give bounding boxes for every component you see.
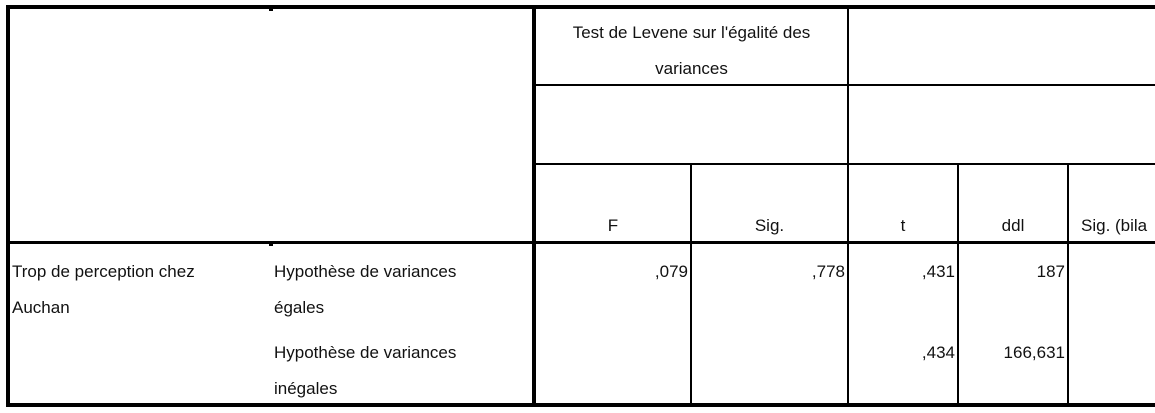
table-top-border <box>6 5 1155 9</box>
row-equal-label-line1: Hypothèse de variances <box>274 262 457 281</box>
row-unequal-t: ,434 <box>921 343 955 362</box>
levene-header-line2: variances <box>655 59 728 78</box>
row-unequal-label-line1: Hypothèse de variances <box>274 343 457 362</box>
column-header-t: t <box>900 216 906 235</box>
column-header-sig-bilat: Sig. (bila <box>1081 216 1148 235</box>
column-header-ddl: ddl <box>1001 216 1025 235</box>
row-equal-ddl: 187 <box>1036 262 1065 281</box>
table-bottom-border <box>6 403 1155 407</box>
row-equal-t: ,431 <box>921 262 955 281</box>
row-unequal-label-line2: inégales <box>274 379 338 398</box>
stub-tick-top <box>269 9 273 11</box>
row-unequal-ddl: 166,631 <box>1003 343 1065 362</box>
levene-header-line1: Test de Levene sur l'égalité des <box>572 23 811 42</box>
row-equal-label-line2: égales <box>274 298 325 317</box>
table-left-border <box>6 5 10 407</box>
row-equal-f: ,079 <box>654 262 688 281</box>
variable-label-line2: Auchan <box>12 298 70 317</box>
row-equal-sig: ,778 <box>811 262 845 281</box>
variable-label-line1: Trop de perception chez <box>12 262 195 281</box>
ddl-sig-divider <box>1067 163 1069 407</box>
subheader-divider <box>535 163 1155 165</box>
column-header-sig: Sig. <box>754 216 785 235</box>
column-header-f: F <box>607 216 619 235</box>
stub-tick-mid <box>269 244 273 246</box>
